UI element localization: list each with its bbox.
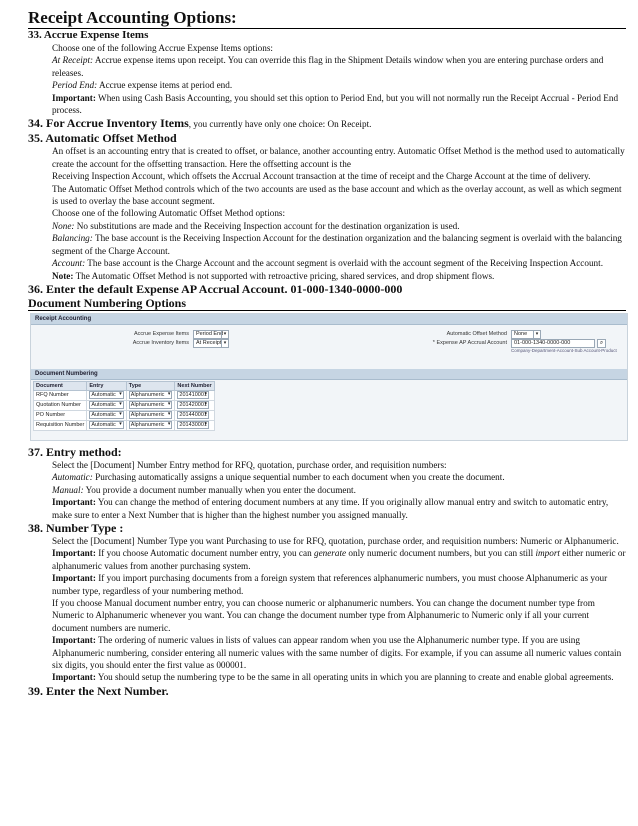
s38-l1: Select the [Document] Number Type you want Purchasing to use for RFQ, quotation, purchase order, and requisition numbers: Numeric or Alphanumeric. (52, 535, 619, 546)
s35-note (52, 270, 626, 282)
type-cell (126, 420, 175, 430)
s37-l1: Select the [Document] Number Entry method for RFQ, quotation, purchase order, and requisition numbers: (52, 459, 447, 470)
s38-important-2 (52, 572, 626, 597)
s35-note-text: The Automatic Offset Method is not supported with retroactive pricing, shared services, and drop shipment flows. (73, 270, 495, 281)
row-document: PO Number (34, 410, 87, 420)
entry-select[interactable]: Automatic ▾ (89, 391, 123, 399)
offset-method-value: None (514, 330, 528, 337)
section-36-heading: 36. Enter the default Expense AP Accrual Account. 01-000-1340-0000-000 (28, 281, 403, 296)
ap-accrual-hint: Company-Department-Account-Sub Account-Product (511, 347, 617, 353)
s37-important-text: You can change the method of entering document numbers at any time. If you originally allow manual entry and switch to automatic entry, make sure to enter a Next Number that is higher than the highest number you assigned manually. (52, 497, 609, 520)
entry-cell (87, 410, 126, 420)
accrue-inventory-value: At Receipt (196, 339, 222, 346)
chevron-down-icon: ▾ (221, 340, 228, 347)
next-number-cell (175, 400, 214, 410)
s38-important-1 (52, 547, 626, 572)
s37-important (52, 496, 626, 521)
entry-select[interactable]: Automatic ▾ (89, 411, 123, 419)
s35-l3: The Automatic Offset Method controls which of the two accounts are used as the base account and which as the overlay account, as well as which segment is used to overlay the base account segment. (52, 183, 622, 207)
s35-none-label: None: (52, 220, 75, 231)
col-type: Type (126, 381, 175, 390)
section-37-heading: 37. Entry method: (28, 444, 122, 459)
s35-l2: Receiving Inspection Account, which offsets the Accrual Account transaction at the time of receipt and the Charge Account at the time of delivery. (52, 171, 591, 182)
row-document: Requisition Number (34, 420, 87, 430)
s38-important-3 (52, 634, 626, 671)
type-cell (126, 410, 175, 420)
s37-automatic-text: Purchasing automatically assigns a unique sequential number to each document when you create the document. (92, 472, 505, 483)
document-page (28, 8, 626, 698)
s35-balancing-text: The base account is the Receiving Inspection Account for the destination organization and the balancing segment is overlaid with the balancing segment of the Charge Account. (52, 233, 622, 256)
s33-at-receipt-text: Accrue expense items upon receipt. You can override this flag in the Shipment Details window when you are entering purchase orders and releases. (52, 55, 604, 78)
type-cell (126, 400, 175, 410)
next-number-input[interactable]: 201430001 ▾ (177, 421, 209, 429)
table-header-row (34, 381, 215, 390)
s38-important-3-text: The ordering of numeric values in lists of values can appear random when you use the Alphanumeric number type. If you are using Alphanumeric numbering, consider entering all numeric values with the same number of digits. For example, if you can assume all numeric values contain six digits, you should enter the first value as 000001. (52, 635, 622, 670)
ap-accrual-value: 01-000-1340-0000-000 (514, 339, 571, 346)
next-number-input[interactable]: 201420001 ▾ (177, 401, 209, 409)
accrue-inventory-label: Accrue Inventory Items (132, 339, 189, 346)
s35-account-text: The base account is the Charge Account and the account segment is overlaid with the account segment of the Receiving Inspection Account. (85, 258, 604, 269)
next-number-input[interactable]: 201410001 ▾ (177, 391, 209, 399)
col-document: Document (34, 381, 87, 390)
entry-cell (87, 420, 126, 430)
s33-at-receipt-label: At Receipt: (52, 55, 94, 66)
s38-important-1-c: either numeric or alphanumeric values from another purchasing system. (52, 548, 626, 571)
s33-period-end (52, 79, 626, 91)
s38-important-4-text: You should setup the numbering type to be the same in all operating units in which you are planning to create and enable global agreements. (95, 672, 614, 683)
s38-important-1-a: If you choose Automatic document number entry, you can (95, 548, 314, 559)
ap-accrual-input[interactable] (511, 339, 595, 348)
section-35-heading: 35. Automatic Offset Method (28, 131, 177, 146)
entry-cell (87, 390, 126, 400)
accrue-expense-label: Accrue Expense Items (133, 330, 189, 337)
section-34-heading: 34. For Accrue Inventory Items (28, 116, 189, 131)
section-34 (28, 116, 626, 131)
document-numbering-heading: Document Numbering Options (28, 296, 626, 311)
row-document: Quotation Number (34, 400, 87, 410)
document-numbering-bar: Document Numbering (31, 369, 627, 380)
offset-method-label: Automatic Offset Method (446, 330, 507, 337)
s35-none-text: No substitutions are made and the Receiving Inspection account for the destination organization is used. (74, 220, 460, 231)
s35-none (52, 220, 626, 232)
s38-important-1-label: Important: (52, 548, 96, 559)
entry-cell (87, 400, 126, 410)
accrue-expense-select[interactable] (193, 330, 229, 339)
s33-important-text: When using Cash Basis Accounting, you should set this option to Period End, but you will not normally run the Receipt Accrual - Period End process. (52, 92, 619, 116)
col-next-number: Next Number (175, 381, 214, 390)
s35-note-label: Note: (52, 270, 74, 281)
s37-automatic (52, 471, 626, 483)
s33-period-end-label: Period End: (52, 80, 98, 91)
chevron-down-icon: ▾ (221, 331, 228, 338)
s38-important-1-b: only numeric document numbers, but you can still (346, 548, 536, 559)
section-33-heading: 33. Accrue Expense Items (28, 29, 149, 41)
s38-important-2-label: Important: (52, 573, 96, 584)
s35-balancing-label: Balancing: (52, 233, 93, 244)
section-38-heading: 38. Number Type : (28, 520, 124, 535)
table-row (34, 410, 215, 420)
ap-accrual-label: * Expense AP Accrual Account (432, 339, 507, 346)
s37-important-label: Important: (52, 497, 96, 508)
next-number-input[interactable]: 201440001 ▾ (177, 411, 209, 419)
offset-method-select[interactable] (511, 330, 541, 339)
s38-important-3-label: Important: (52, 635, 96, 646)
page-title: Receipt Accounting Options: (28, 8, 626, 29)
col-entry: Entry (87, 381, 126, 390)
s38-important-4-label: Important: (52, 672, 96, 683)
s35-account-label: Account: (52, 258, 86, 269)
s35-account (52, 257, 626, 269)
s33-important-label: Important: (52, 92, 96, 103)
s37-manual-text: You provide a document number manually when you enter the document. (83, 484, 356, 495)
s37-manual (52, 484, 626, 496)
s33-period-end-text: Accrue expense items at period end. (97, 80, 233, 91)
s35-balancing (52, 232, 626, 257)
receipt-accounting-bar: Receipt Accounting (31, 314, 627, 325)
table-row (34, 390, 215, 400)
next-number-cell (175, 390, 214, 400)
s38-important-4 (52, 671, 626, 683)
s38-import: import (535, 548, 560, 559)
s38-generate: generate (313, 548, 347, 559)
next-number-cell (175, 410, 214, 420)
s33-important (52, 92, 626, 117)
s35-l1: An offset is an accounting entry that is created to offset, or balance, another accounting entry. Automatic Offset Method is the method used to automatically create the account for the offsetting transaction. Here the offsetting account is the (52, 146, 625, 169)
next-number-cell (175, 420, 214, 430)
type-select[interactable]: Alphanumeric ▾ (129, 421, 173, 429)
s33-at-receipt (52, 54, 626, 79)
search-icon[interactable]: ⌕ (597, 339, 606, 348)
row-document: RFQ Number (34, 390, 87, 400)
entry-select[interactable]: Automatic ▾ (89, 401, 123, 409)
accrue-expense-value: Period End (196, 330, 224, 337)
table-row (34, 420, 215, 430)
s38-l4: If you choose Manual document number entry, you can choose numeric or alphanumeric numbers. You can change the document number type from Numeric to Alphanumeric whenever you want. You can change the document number type from Alphanumeric to Numeric only if all your current document numbers are numeric. (52, 597, 595, 633)
type-select[interactable]: Alphanumeric ▾ (129, 401, 173, 409)
accrue-inventory-select[interactable] (193, 339, 229, 348)
s33-intro: Choose one of the following Accrue Expense Items options: (52, 43, 273, 53)
section-34-text: , you currently have only one choice: On Receipt. (188, 119, 372, 130)
document-numbering-table (33, 381, 215, 431)
table-row (34, 400, 215, 410)
entry-select[interactable]: Automatic ▾ (89, 421, 123, 429)
s37-manual-label: Manual: (52, 484, 84, 495)
type-select[interactable]: Alphanumeric ▾ (129, 411, 173, 419)
setup-screenshot (30, 313, 628, 441)
type-cell (126, 390, 175, 400)
section-39-heading: 39. Enter the Next Number. (28, 683, 169, 698)
chevron-down-icon: ▾ (533, 331, 540, 338)
s38-important-2-text: If you import purchasing documents from a foreign system that references alphanumeric numbers, you must choose Alphanumeric as your number type, regardless of your numbering method. (52, 573, 608, 596)
s35-l4: Choose one of the following Automatic Offset Method options: (52, 208, 286, 219)
s37-automatic-label: Automatic: (52, 472, 93, 483)
type-select[interactable]: Alphanumeric ▾ (129, 391, 173, 399)
